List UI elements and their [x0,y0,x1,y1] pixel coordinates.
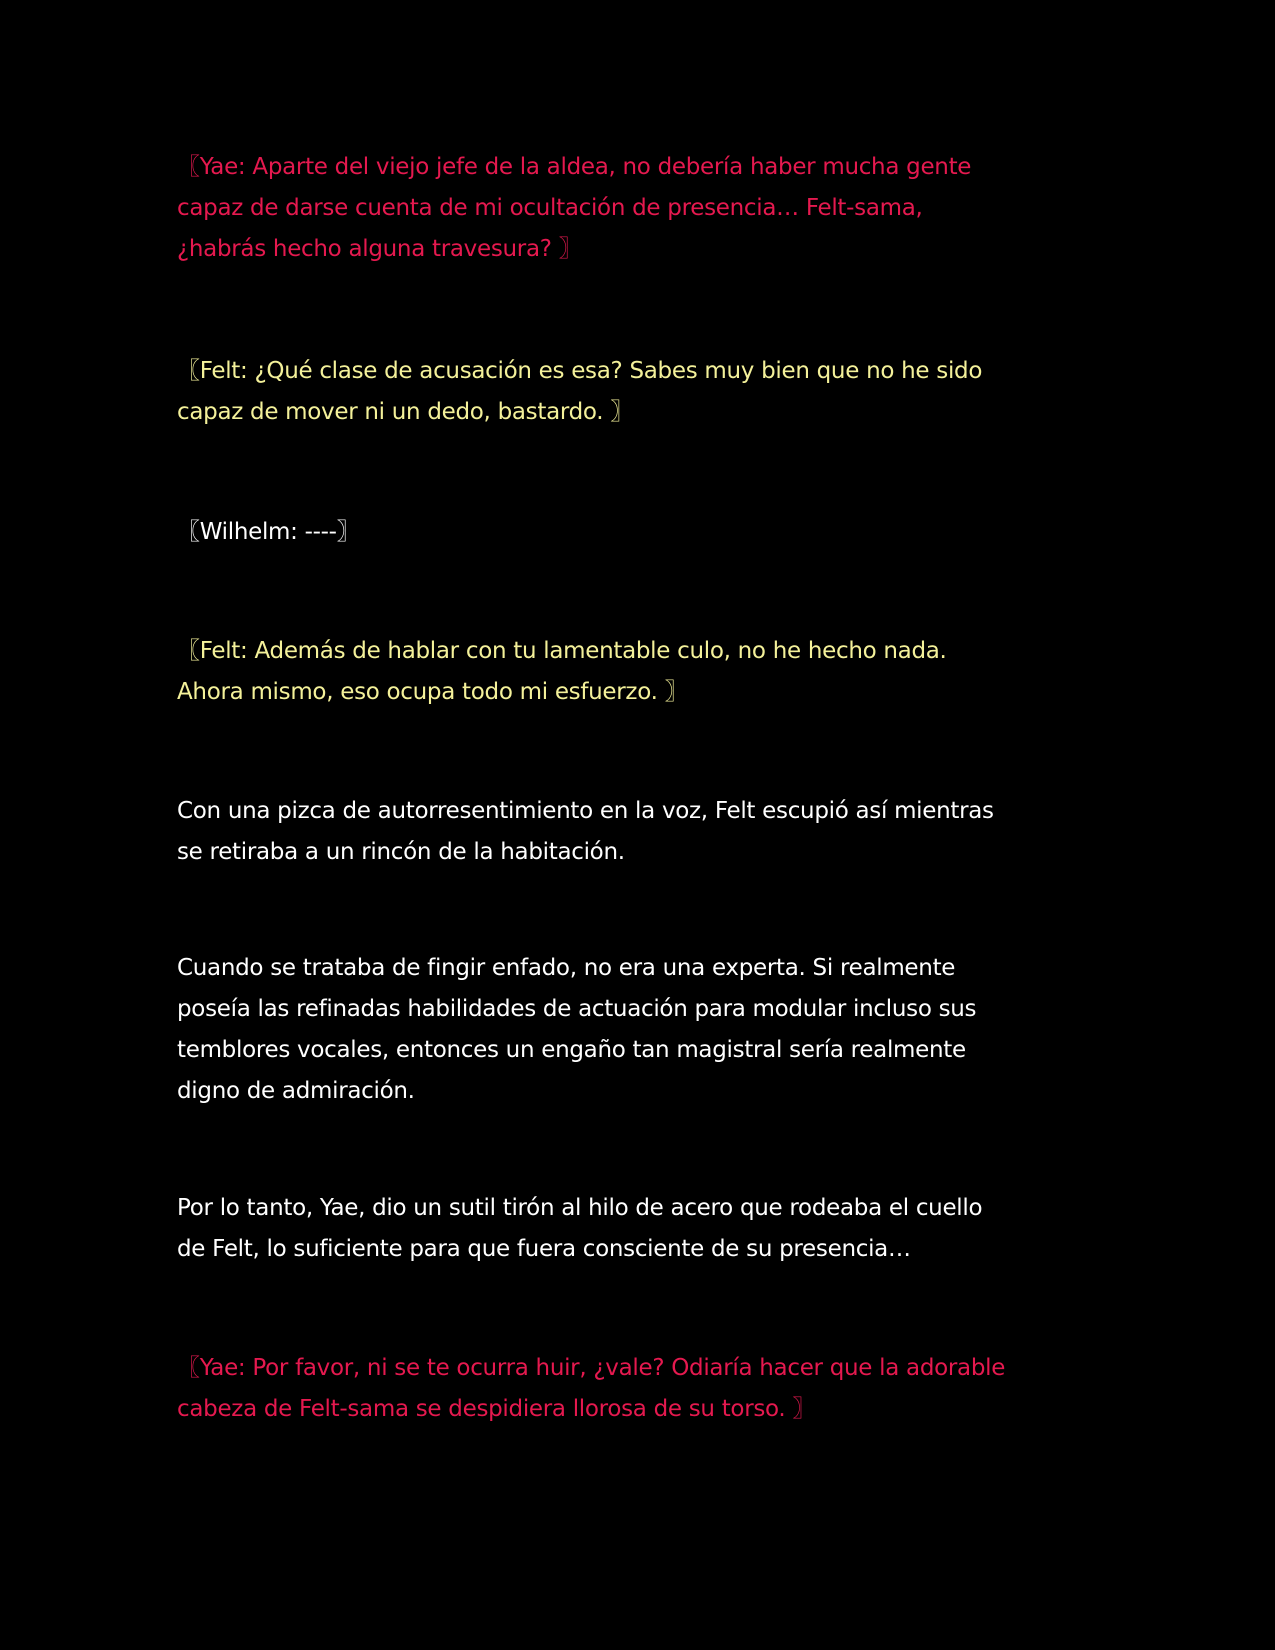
text-line: cabeza de Felt-sama se despidiera llorosa de su torso. 〗 [177,1396,816,1422]
narration-2 [177,948,1097,1112]
text-line: temblores vocales, entonces un engaño tan magistral sería realmente [177,1037,966,1063]
text-line: 〖Felt: Además de hablar con tu lamentable culo, no he hecho nada. [177,638,947,664]
narration-1 [177,791,1097,873]
text-line: de Felt, lo suficiente para que fuera consciente de su presencia… [177,1236,911,1262]
text-line: Con una pizca de autorresentimiento en la voz, Felt escupió así mientras [177,798,994,824]
text-line: Ahora mismo, eso ocupa todo mi esfuerzo. 〗 [177,679,688,705]
text-line: 〖Felt: ¿Qué clase de acusación es esa? Sabes muy bien que no he sido [177,358,983,384]
text-line: capaz de mover ni un dedo, bastardo. 〗 [177,399,634,425]
text-line: ¿habrás hecho alguna travesura? 〗 [177,236,582,262]
dialogue-wilhelm [177,512,1097,553]
text-line: 〖Wilhelm: ----〗 [177,519,360,545]
dialogue-yae-1 [177,147,1097,270]
text-line: Cuando se trataba de fingir enfado, no era una experta. Si realmente [177,955,956,981]
text-line: se retiraba a un rincón de la habitación. [177,839,625,865]
text-line: 〖Yae: Aparte del viejo jefe de la aldea, no debería haber mucha gente [177,154,972,180]
text-line: 〖Yae: Por favor, ni se te ocurra huir, ¿vale? Odiaría hacer que la adorable [177,1355,1006,1381]
narration-3 [177,1188,1097,1270]
dialogue-felt-1 [177,351,1097,433]
text-line: poseía las refinadas habilidades de actuación para modular incluso sus [177,996,977,1022]
dialogue-felt-2 [177,631,1097,713]
text-line: capaz de darse cuenta de mi ocultación de presencia… Felt-sama, [177,195,923,221]
dialogue-yae-2 [177,1348,1097,1430]
text-line: digno de admiración. [177,1078,415,1104]
text-line: Por lo tanto, Yae, dio un sutil tirón al hilo de acero que rodeaba el cuello [177,1195,983,1221]
